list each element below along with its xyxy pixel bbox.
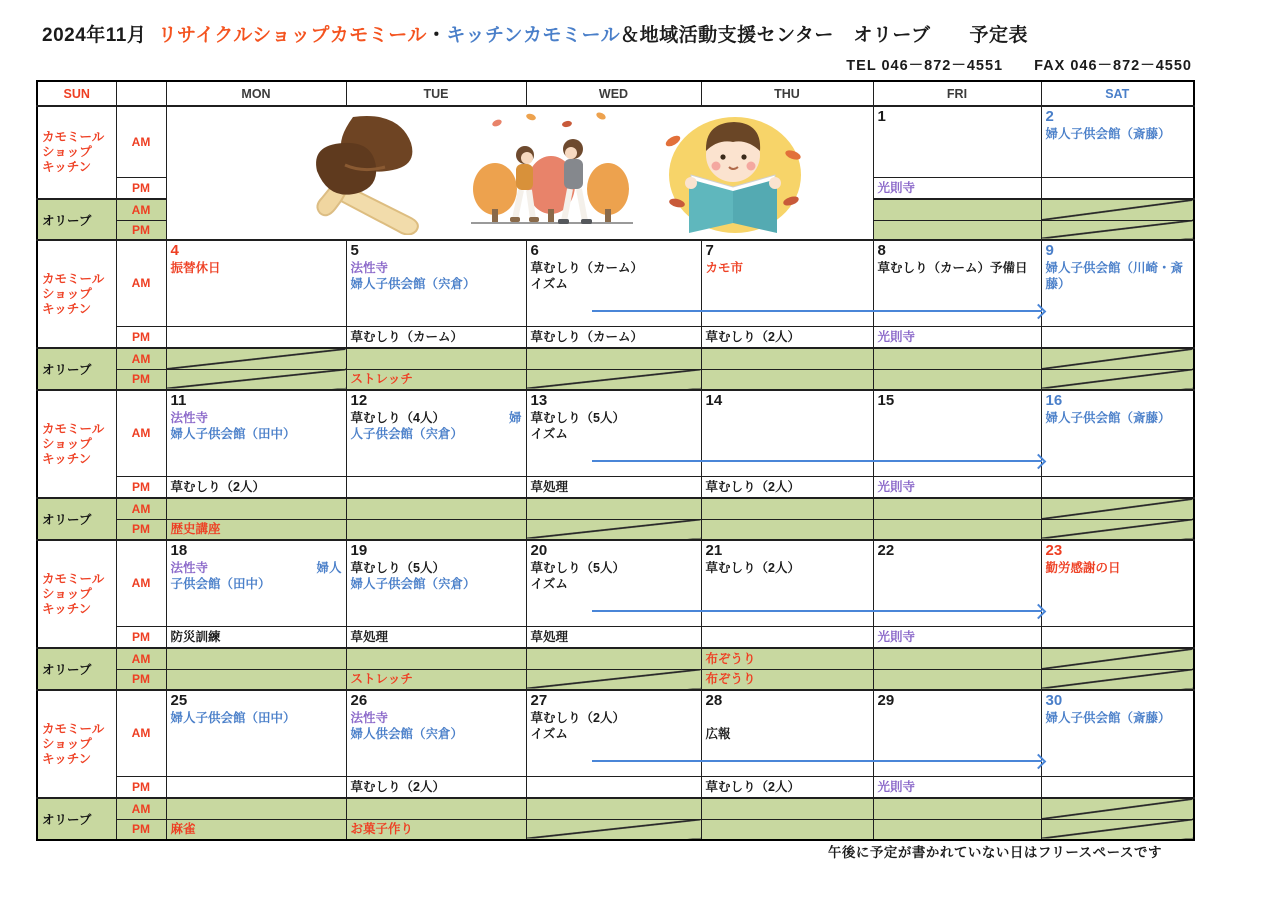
olive-cell-7-pm [701, 369, 873, 390]
schedule-arrow [592, 610, 1042, 612]
row-label-olive: オリーブ [37, 798, 116, 840]
event-text: 草むしり（カーム） [530, 329, 644, 344]
event-text: 婦人子供会館（田中） [170, 711, 296, 725]
fax-number: FAX 046－872－4550 [1034, 58, 1192, 74]
day-cell-18-am [166, 540, 346, 626]
day-cell-9-pm [1041, 326, 1194, 348]
olive-cell-16-pm [1041, 519, 1194, 540]
title-kitchen: キッチンカモミール [446, 25, 621, 46]
day-cell-13-am [526, 390, 701, 476]
row-label-olive: オリーブ [37, 348, 116, 390]
olive-cell-21-pm [701, 669, 873, 690]
week-3-am-row [37, 390, 1194, 476]
ampm-label: PM [116, 476, 166, 498]
day-cell-21-pm [701, 626, 873, 648]
day-number: 2 [1045, 108, 1054, 125]
row-label-olive: オリーブ [37, 648, 116, 690]
event-text: 草むしり（2人） [705, 479, 800, 494]
illustration-cell [166, 106, 873, 240]
ampm-label: AM [116, 199, 166, 220]
ampm-label: PM [116, 177, 166, 199]
ampm-label: AM [116, 540, 166, 626]
olive-cell-29-pm [873, 819, 1041, 840]
event-text: 草処理 [530, 629, 569, 644]
matsutake-mushrooms-illustration [259, 111, 469, 235]
olive-cell-6-am [526, 348, 701, 369]
event-text: 婦人子供会館（宍倉） [350, 577, 476, 591]
olive-cell-27-am [526, 798, 701, 819]
day-number: 4 [170, 242, 179, 259]
olive-cell-22-am [873, 648, 1041, 669]
olive-cell-18-pm [166, 669, 346, 690]
row-label-line: キッチン [42, 160, 92, 174]
day-cell-8-am [873, 240, 1041, 326]
event-text: 草処理 [530, 479, 569, 494]
week-3-pm-row [37, 476, 1194, 498]
ampm-label: PM [116, 626, 166, 648]
olive-cell-22-pm [873, 669, 1041, 690]
event-text: 婦人子供会館（宍倉） [350, 277, 476, 291]
row-label-olive: オリーブ [37, 498, 116, 540]
week-5-olive-am-row [37, 798, 1194, 819]
day-cell-4-am [166, 240, 346, 326]
row-label-kamomiru [37, 240, 116, 348]
olive-cell-26-pm [346, 819, 526, 840]
event-text: 草むしり（2人） [705, 561, 800, 575]
olive-cell-30-pm [1041, 819, 1194, 840]
day-cell-5-am [346, 240, 526, 326]
day-cell-16-pm [1041, 476, 1194, 498]
row-label-line: キッチン [42, 751, 92, 766]
event-text: 婦人子供会館（斎藤） [1045, 411, 1171, 425]
olive-cell-28-pm [701, 819, 873, 840]
ampm-label: PM [116, 669, 166, 690]
day-cell-7-am [701, 240, 873, 326]
week-5-olive-pm-row [37, 819, 1194, 840]
olive-cell-5-pm [346, 369, 526, 390]
day-number: 30 [1045, 692, 1063, 709]
row-label-line: キッチン [42, 451, 92, 466]
day-number: 22 [877, 542, 895, 559]
day-cell-26-am [346, 690, 526, 776]
event-text: 草むしり（カーム） [530, 261, 644, 275]
day-cell-27-pm [526, 776, 701, 798]
week-2-olive-am-row [37, 348, 1194, 369]
event-text: 婦人子供会館（川崎・斎藤） [1045, 261, 1184, 291]
ampm-label: AM [116, 498, 166, 519]
olive-cell-9-pm [1041, 369, 1194, 390]
day-cell-28-am [701, 690, 873, 776]
day-cell-5-pm [346, 326, 526, 348]
day-cell-15-am [873, 390, 1041, 476]
event-text: 草むしり（2人） [170, 479, 265, 494]
row-label-kamomiru [37, 540, 116, 648]
weekday-header-row [37, 81, 1194, 106]
day-cell-30-pm [1041, 776, 1194, 798]
event-text-segment: 婦人 [316, 561, 342, 575]
event-text: 草むしり（2人） [705, 779, 800, 794]
week-4-olive-am-row [37, 648, 1194, 669]
row-label-kamomiru [37, 690, 116, 798]
olive-cell-8-am [873, 348, 1041, 369]
ampm-label: PM [116, 776, 166, 798]
row-label-line: ショップ [42, 436, 92, 451]
page-title [42, 20, 1028, 47]
day-cell-2-pm [1041, 177, 1194, 199]
olive-cell-13-pm [526, 519, 701, 540]
olive-cell-1-am [873, 199, 1041, 220]
footnote: 午後に予定が書かれていない日はフリースペースです [827, 845, 1162, 860]
ampm-label: AM [116, 390, 166, 476]
olive-cell-11-am [166, 498, 346, 519]
day-cell-29-am [873, 690, 1041, 776]
day-cell-11-am [166, 390, 346, 476]
row-label-line: カモミール [42, 271, 105, 286]
event-text: イズム [530, 577, 568, 591]
event-text: 光則寺 [877, 479, 916, 494]
row-label-line: キッチン [42, 601, 92, 616]
olive-cell-4-am [166, 348, 346, 369]
row-label-line: カモミール [42, 130, 105, 144]
day-cell-6-pm [526, 326, 701, 348]
ampm-label: PM [116, 519, 166, 540]
week-3-olive-pm-row [37, 519, 1194, 540]
event-text: イズム [530, 427, 568, 441]
day-cell-20-pm [526, 626, 701, 648]
olive-cell-12-pm [346, 519, 526, 540]
event-text [351, 410, 522, 426]
event-text-segment: 婦 [508, 411, 522, 425]
event-text [706, 710, 869, 726]
row-label-line: キッチン [42, 301, 92, 316]
row-label-olive: オリーブ [37, 199, 116, 240]
day-cell-18-pm [166, 626, 346, 648]
olive-cell-21-am [701, 648, 873, 669]
olive-cell-20-am [526, 648, 701, 669]
olive-event-text: 歴史講座 [170, 522, 221, 537]
olive-cell-15-am [873, 498, 1041, 519]
schedule-arrow [592, 310, 1042, 312]
day-cell-29-pm [873, 776, 1041, 798]
day-cell-12-am [346, 390, 526, 476]
olive-cell-25-pm [166, 819, 346, 840]
day-cell-28-pm [701, 776, 873, 798]
event-text: 草むしり（5人） [530, 411, 625, 425]
event-text: 勤労感謝の日 [1045, 561, 1121, 575]
day-number: 28 [705, 692, 723, 709]
day-number: 7 [705, 242, 714, 259]
event-text: 子供会館（田中） [170, 577, 271, 591]
day-number: 27 [530, 692, 548, 709]
olive-cell-2-am [1041, 199, 1194, 220]
day-cell-4-pm [166, 326, 346, 348]
day-number: 9 [1045, 242, 1054, 259]
header-blank [116, 81, 166, 106]
day-cell-23-am [1041, 540, 1194, 626]
day-number: 5 [350, 242, 359, 259]
header-sun: SUN [37, 81, 116, 106]
row-label-line: カモミール [42, 421, 105, 436]
autumn-walk-illustration [467, 111, 637, 237]
olive-event-text: 布ぞうり [705, 672, 756, 687]
title-rest: ＆地域活動支援センター オリーブ 予定表 [620, 25, 1028, 46]
ampm-label: PM [116, 819, 166, 840]
olive-cell-8-pm [873, 369, 1041, 390]
olive-event-text: 布ぞうり [705, 651, 756, 666]
event-text: 草むしり（5人） [530, 561, 625, 575]
event-text: 草むしり（2人） [350, 779, 445, 794]
header-fri: FRI [873, 81, 1041, 106]
week-4-am-row [37, 540, 1194, 626]
olive-cell-26-am [346, 798, 526, 819]
day-number: 26 [350, 692, 368, 709]
event-text: イズム [530, 727, 568, 741]
ampm-label: AM [116, 240, 166, 326]
week-1-am-row [37, 106, 1194, 177]
week-4-olive-pm-row [37, 669, 1194, 690]
olive-cell-7-am [701, 348, 873, 369]
day-cell-21-am [701, 540, 873, 626]
week-4-pm-row [37, 626, 1194, 648]
day-number: 19 [350, 542, 368, 559]
olive-cell-11-pm [166, 519, 346, 540]
ampm-label: PM [116, 369, 166, 390]
boy-reading-book-illustration [657, 111, 809, 239]
day-cell-6-am [526, 240, 701, 326]
day-cell-30-am [1041, 690, 1194, 776]
day-cell-9-am [1041, 240, 1194, 326]
day-cell-22-pm [873, 626, 1041, 648]
day-number: 23 [1045, 542, 1063, 559]
olive-cell-9-am [1041, 348, 1194, 369]
day-number: 1 [877, 108, 886, 125]
day-cell-22-am [873, 540, 1041, 626]
olive-event-text: お菓子作り [350, 822, 414, 837]
olive-cell-6-pm [526, 369, 701, 390]
day-cell-23-pm [1041, 626, 1194, 648]
title-shop: リサイクルショップカモミール [157, 25, 427, 46]
event-text: 婦人子供会館（田中） [170, 427, 296, 441]
day-cell-15-pm [873, 476, 1041, 498]
week-5-am-row [37, 690, 1194, 776]
olive-cell-13-am [526, 498, 701, 519]
tel-number: TEL 046－872－4551 [846, 58, 1004, 74]
header-thu: THU [701, 81, 873, 106]
olive-cell-1-pm [873, 220, 1041, 240]
week-2-olive-pm-row [37, 369, 1194, 390]
row-label-line: カモミール [42, 721, 105, 736]
ampm-label: AM [116, 106, 166, 177]
header-mon: MON [166, 81, 346, 106]
row-label-line: ショップ [42, 145, 92, 159]
event-text: 光則寺 [877, 629, 916, 644]
day-number: 18 [170, 542, 188, 559]
olive-cell-25-am [166, 798, 346, 819]
header-wed: WED [526, 81, 701, 106]
day-number: 13 [530, 392, 548, 409]
ampm-label: AM [116, 648, 166, 669]
day-cell-12-pm [346, 476, 526, 498]
event-text: 婦人子供会館（斎藤） [1045, 711, 1171, 725]
event-text: 草むしり（2人） [530, 711, 625, 725]
olive-event-text: 麻雀 [170, 822, 196, 837]
day-cell-11-pm [166, 476, 346, 498]
olive-cell-20-pm [526, 669, 701, 690]
day-cell-19-pm [346, 626, 526, 648]
ampm-label: AM [116, 690, 166, 776]
event-text: 草むしり（カーム）予備日 [877, 261, 1028, 275]
day-number: 21 [705, 542, 723, 559]
day-number: 20 [530, 542, 548, 559]
day-number: 12 [350, 392, 368, 409]
row-label-line: ショップ [42, 736, 92, 751]
day-cell-20-am [526, 540, 701, 626]
event-text: イズム [530, 277, 568, 291]
olive-cell-18-am [166, 648, 346, 669]
ampm-label: PM [116, 326, 166, 348]
event-text [171, 560, 342, 576]
day-cell-19-am [346, 540, 526, 626]
event-text: 婦人供会館（宍倉） [350, 727, 464, 741]
olive-cell-14-am [701, 498, 873, 519]
day-number: 29 [877, 692, 895, 709]
event-text: 法性寺 [170, 411, 209, 425]
olive-cell-12-am [346, 498, 526, 519]
row-label-line: ショップ [42, 586, 92, 601]
header-sat: SAT [1041, 81, 1194, 106]
ampm-label: AM [116, 348, 166, 369]
day-number: 8 [877, 242, 886, 259]
event-text: 草むしり（2人） [705, 329, 800, 344]
olive-event-text: ストレッチ [350, 372, 413, 387]
olive-cell-28-am [701, 798, 873, 819]
olive-cell-14-pm [701, 519, 873, 540]
event-text: 防災訓練 [170, 629, 221, 644]
event-text: 法性寺 [350, 261, 389, 275]
week-2-am-row [37, 240, 1194, 326]
day-cell-25-pm [166, 776, 346, 798]
olive-cell-30-am [1041, 798, 1194, 819]
day-cell-2-am [1041, 106, 1194, 177]
day-number: 25 [170, 692, 188, 709]
olive-cell-16-am [1041, 498, 1194, 519]
day-cell-13-pm [526, 476, 701, 498]
olive-cell-15-pm [873, 519, 1041, 540]
olive-cell-19-pm [346, 669, 526, 690]
event-text: 光則寺 [877, 329, 916, 344]
olive-cell-23-pm [1041, 669, 1194, 690]
event-text: 草むしり（カーム） [350, 329, 464, 344]
day-cell-16-am [1041, 390, 1194, 476]
row-label-kamomiru [37, 390, 116, 498]
event-text-segment: 法性寺 [170, 561, 209, 575]
title-dot: ・ [426, 25, 447, 46]
day-number: 11 [170, 392, 187, 409]
row-label-kamomiru [37, 106, 116, 199]
schedule-arrow [592, 460, 1042, 462]
event-text: 振替休日 [170, 261, 221, 275]
contact-line [846, 54, 1192, 75]
day-cell-14-am [701, 390, 873, 476]
header-tue: TUE [346, 81, 526, 106]
event-text: 草むしり（5人） [350, 561, 445, 575]
event-text: 婦人子供会館（斎藤） [1045, 127, 1171, 141]
day-cell-1-pm [873, 177, 1041, 199]
week-5-pm-row [37, 776, 1194, 798]
row-label-line: ショップ [42, 286, 92, 301]
title-month: 2024年11月 [42, 25, 147, 46]
olive-cell-5-am [346, 348, 526, 369]
olive-cell-2-pm [1041, 220, 1194, 240]
olive-event-text: ストレッチ [350, 672, 413, 687]
day-number: 6 [530, 242, 539, 259]
event-text: 広報 [705, 727, 731, 741]
olive-cell-27-pm [526, 819, 701, 840]
day-cell-14-pm [701, 476, 873, 498]
event-text: 光則寺 [877, 180, 916, 195]
day-cell-1-am [873, 106, 1041, 177]
row-label-line: カモミール [42, 571, 105, 586]
event-text: 草処理 [350, 629, 389, 644]
day-cell-25-am [166, 690, 346, 776]
week-2-pm-row [37, 326, 1194, 348]
event-text-segment: 草むしり（4人） [350, 411, 445, 425]
day-number: 14 [705, 392, 723, 409]
olive-cell-4-pm [166, 369, 346, 390]
day-cell-7-pm [701, 326, 873, 348]
event-text: 法性寺 [350, 711, 389, 725]
day-cell-26-pm [346, 776, 526, 798]
event-text: 光則寺 [877, 779, 916, 794]
olive-cell-23-am [1041, 648, 1194, 669]
day-cell-8-pm [873, 326, 1041, 348]
week-3-olive-am-row [37, 498, 1194, 519]
ampm-label: PM [116, 220, 166, 240]
day-number: 15 [877, 392, 895, 409]
day-number: 16 [1045, 392, 1063, 409]
event-text: カモ市 [705, 261, 744, 275]
olive-cell-19-am [346, 648, 526, 669]
schedule-arrow [592, 760, 1042, 762]
event-text: 人子供会館（宍倉） [350, 427, 464, 441]
day-cell-27-am [526, 690, 701, 776]
ampm-label: AM [116, 798, 166, 819]
olive-cell-29-am [873, 798, 1041, 819]
